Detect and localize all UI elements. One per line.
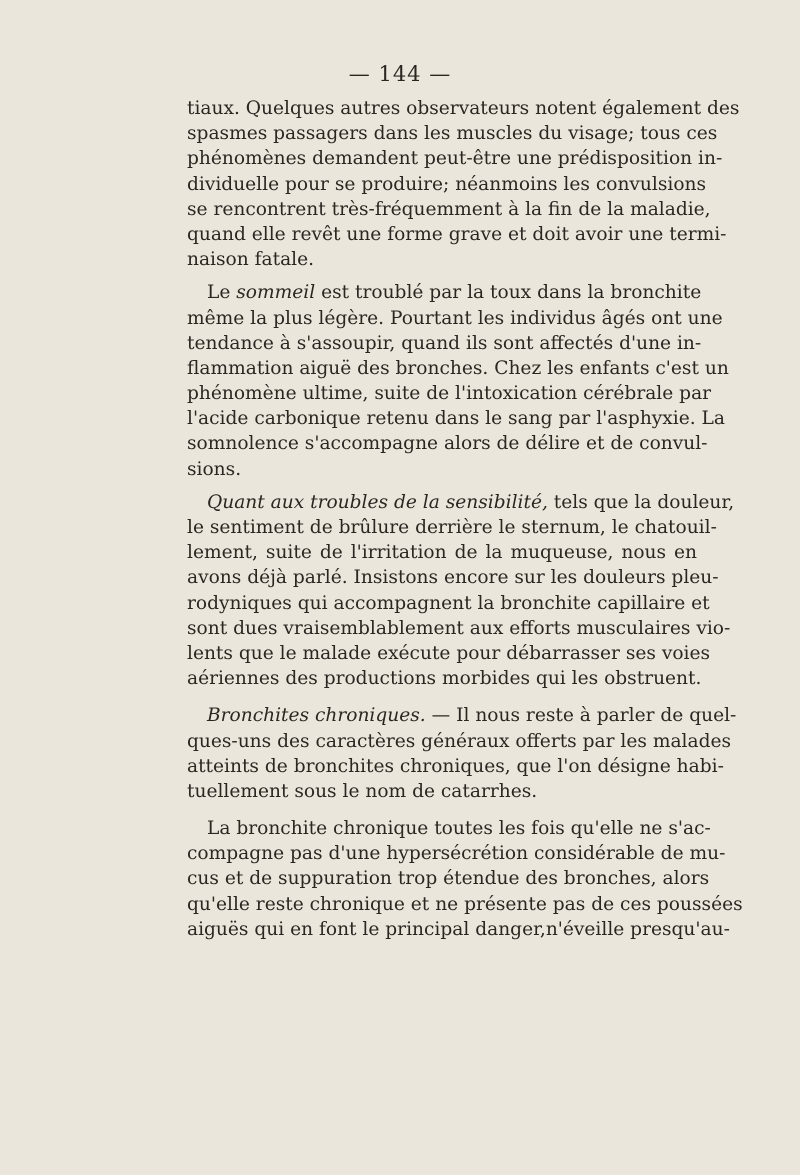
lead-text: Le xyxy=(207,282,237,304)
text-line: même la plus légère. Pourtant les individus âgés ont une xyxy=(187,307,723,329)
text-line: somnolence s'accompagne alors de délire et de convul- xyxy=(187,433,708,455)
text-line: lents que le malade exécute pour débarrasser ses voies xyxy=(187,642,711,664)
text-line: sions. xyxy=(187,458,242,480)
text-line: tuellement sous le nom de catarrhes. xyxy=(187,780,538,802)
text-line: lement, suite de l'irritation de la muqueuse, nous en xyxy=(187,542,697,564)
text-line xyxy=(187,280,702,305)
text-line: cus et de suppuration trop étendue des bronches, alors xyxy=(187,868,710,890)
text-line: sont dues vraisemblablement aux efforts musculaires vio- xyxy=(187,617,731,639)
text-line: dividuelle pour se produire; néanmoins les convulsions xyxy=(187,173,707,195)
paragraph-sensibilite xyxy=(187,490,735,692)
text-line xyxy=(187,703,737,728)
text-line: le sentiment de brûlure derrière le sternum, le chatouil- xyxy=(187,517,717,538)
text-line: se rencontrent très-fréquemment à la fin de la maladie, xyxy=(187,198,711,220)
text-line: compagne pas d'une hypersécrétion considérable de mu- xyxy=(187,843,726,865)
text-line: aériennes des productions morbides qui les obstruent. xyxy=(187,668,702,690)
body-text xyxy=(187,96,743,942)
text-line: qu'elle reste chronique et ne présente pas de ces poussées xyxy=(187,893,743,915)
text-line: rodyniques qui accompagnent la bronchite capillaire et xyxy=(187,592,710,614)
text-line: l'acide carbonique retenu dans le sang par l'asphyxie. La xyxy=(187,408,725,430)
line-rest: est troublé par la toux dans la bronchite xyxy=(315,282,702,304)
paragraph-bronchites-chroniques xyxy=(187,703,737,804)
text-line: atteints de bronchites chroniques, que l'on désigne habi- xyxy=(187,755,724,777)
text-line: spasmes passagers dans les muscles du visage; tous ces xyxy=(187,123,718,145)
text-line: phénomènes demandent peut-être une prédisposition in- xyxy=(187,148,723,170)
paragraph-sommeil xyxy=(187,280,729,482)
text-line: phénomène ultime, suite de l'intoxication cérébrale par xyxy=(187,383,712,405)
italic-term: sommeil xyxy=(236,282,316,304)
text-line: La bronchite chronique toutes les fois qu'elle ne s'ac- xyxy=(207,818,711,840)
text-line: aiguës qui en font le principal danger,n'éveille presqu'au- xyxy=(187,918,730,940)
text-line: avons déjà parlé. Insistons encore sur les douleurs pleu- xyxy=(187,567,719,589)
text-line: flammation aiguë des bronches. Chez les enfants c'est un xyxy=(187,357,729,379)
text-line: tendance à s'assoupir, quand ils sont affectés d'une in- xyxy=(187,332,702,354)
italic-term: Quant aux troubles de la sensibilité, xyxy=(207,491,548,513)
page-number: — 144 — xyxy=(348,62,452,86)
paragraph-continuation xyxy=(187,96,740,272)
text-line xyxy=(187,490,735,515)
line-rest: — Il nous reste à parler de quel- xyxy=(425,705,737,727)
text-line: ques-uns des caractères généraux offerts par les malades xyxy=(187,730,732,752)
section-heading: Bronchites chroniques. xyxy=(207,705,426,727)
text-line: naison fatale. xyxy=(187,249,315,271)
paragraph-bronchite-chronique xyxy=(187,816,743,942)
text-line: tiaux. Quelques autres observateurs notent également des xyxy=(187,98,740,119)
line-rest: tels que la douleur, xyxy=(547,491,735,513)
text-line: quand elle revêt une forme grave et doit avoir une termi- xyxy=(187,223,727,245)
